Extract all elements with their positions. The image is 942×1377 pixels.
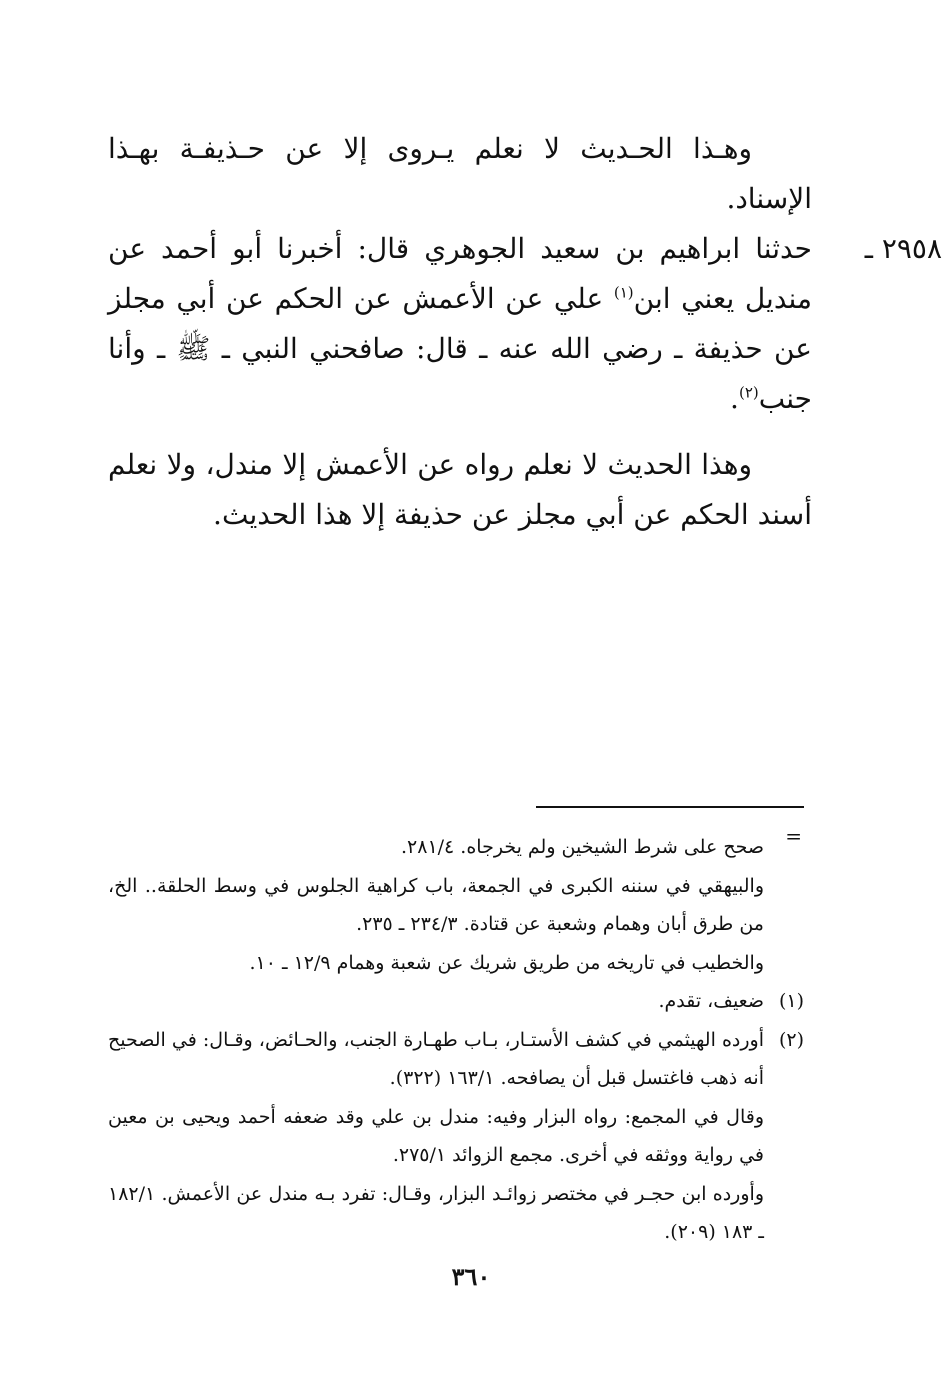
hadith-text	[108, 224, 812, 424]
footnote-continuation-line-3: والخطيب في تاريخه من طريق شريك عن شعبة وهمام ١٢/٩ ـ ١٠.	[249, 951, 764, 974]
footnote-1-number: (١)	[778, 990, 804, 1012]
footnote-continuation-line-2: والبيهقي في سننه الكبرى في الجمعة، باب كراهية الجلوس في وسط الحلقة.. الخ، من طرق أبان وهمام وشعبة عن قتادة. ٢٣٤/٣ ـ ٢٣٥.	[108, 874, 764, 935]
footnote-2	[108, 1021, 804, 1252]
hadith-number: ٢٩٥٨ ـ	[864, 232, 942, 265]
footnote-2-line-2: وقال في المجمع: رواه البزار وفيه: مندل بن علي وقد ضعفه أحمد ويحيى بن معين في رواية ووثقه في أخرى. مجمع الزوائد ٢٧٥/١.	[108, 1105, 764, 1166]
footnote-2-line-3: وأورده ابن حجـر في مختصر زوائـد البزار، وقـال: تفرد بـه مندل عن الأعمش. ١٨٢/١ ـ ١٨٣ (٢٠٩).	[108, 1182, 764, 1243]
page-number: ٣٦٠	[451, 1262, 491, 1291]
footnote-1-text: ضعيف، تقدم.	[658, 990, 764, 1012]
footnote-ref-1: (١)	[613, 283, 634, 302]
footnote-continuation-line-1: صحح على شرط الشيخين ولم يخرجاه. ٢٨١/٤.	[400, 836, 764, 858]
footnote-2-number: (٢)	[778, 1028, 804, 1051]
paragraph-3: وهذا الحديث لا نعلم رواه عن الأعمش إلا مندل، ولا نعلم أسند الحكم عن أبي مجلز عن حذيفة إلا هذا الحديث.	[108, 448, 812, 531]
main-text	[108, 124, 942, 540]
footnote-1	[108, 982, 804, 1021]
footnote-2-line-1: أورده الهيثمي في كشف الأستـار، بـاب طهـارة الجنب، والحـائض، وقـال: في الصحيح أنه ذهب فاغتسل قبل أن يصافحه. ١٦٣/١ (٣٢٢).	[108, 1028, 764, 1089]
footnote-divider	[536, 806, 804, 808]
footnote-ref-2: (٢)	[738, 383, 759, 402]
paragraph-1: وهـذا الحـديث لا نعلم يـروى إلا عن حـذيفـة بهـذا الإسناد.	[108, 132, 812, 215]
hadith-2958	[108, 224, 942, 424]
hadith-text-end: .	[730, 382, 739, 415]
hadith-text-a: حدثنا ابراهيم بن سعيد الجوهري قال: أخبرنا أبو أحمد عن منديل يعني ابن	[108, 232, 812, 315]
footnotes	[108, 828, 804, 1252]
continuation-mark: =	[785, 824, 802, 848]
hadith-text-b: علي عن الأعمش عن الحكم عن أبي مجلز عن حذيفة ـ رضي الله عنه ـ قال: صافحني النبي ـ ﷺ ـ وأنا جنب	[108, 282, 812, 415]
